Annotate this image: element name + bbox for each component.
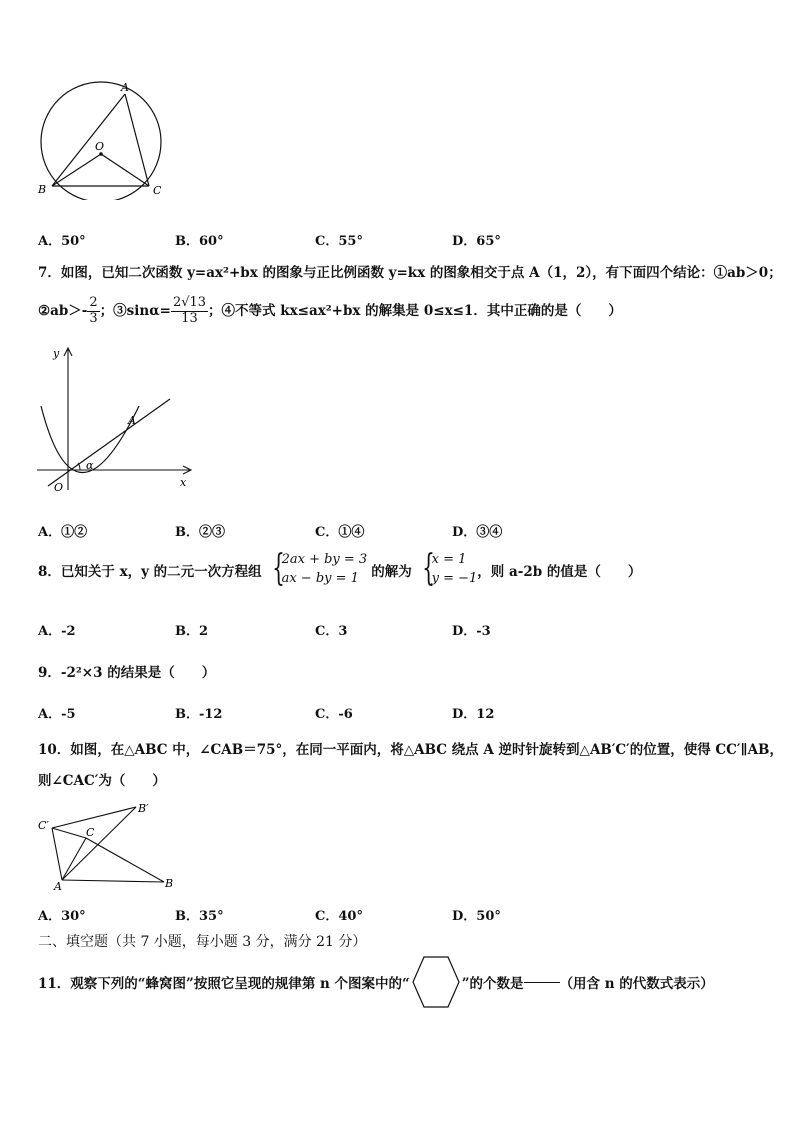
section-heading-fill-blank: 二、填空题（共 7 小题，每小题 3 分，满分 21 分） xyxy=(38,934,367,950)
q7-stem-line1: 7．如图，已知二次函数 y=ax²+bx 的图象与正比例函数 y=kx 的图象相交于点 A（1，2），有下面四个结论：①ab＞0； xyxy=(38,265,782,281)
q7-option-c[interactable]: C．①④ xyxy=(315,525,365,540)
q8-stem: 8．已知关于 x，y 的二元一次方程组 { 2ax + by = 3 ax − by = 1 的解为 { x = 1 y = −1 ，则 a-2b 的值是（ ） xyxy=(38,548,642,589)
q6-circle-figure xyxy=(34,80,184,200)
q9-option-b[interactable]: B．-12 xyxy=(175,707,223,722)
q11-answer-blank[interactable] xyxy=(524,982,560,983)
q6-option-a[interactable]: A．50° xyxy=(38,234,86,249)
q7-stem-line2: ②ab＞- $\frac{2}{3}$ ；③sinα= $\frac{2√13}{13}$ ；④不等式 kx≤ax²+bx 的解集是 0≤x≤1．其中正确的是（ ） xyxy=(38,295,622,326)
svg-text:y: y xyxy=(53,347,60,360)
q7-graph-figure xyxy=(34,342,199,497)
q9-option-d[interactable]: D．12 xyxy=(452,707,495,722)
q11-stem: 11．观察下列的“蜂窝图”按照它呈现的规律第 n 个图案中的“ ”的个数是 （用含 n 的代数式表示） xyxy=(38,955,714,1009)
svg-text:x: x xyxy=(180,476,187,489)
svg-text:A: A xyxy=(54,880,62,893)
svg-text:B′: B′ xyxy=(138,802,149,815)
svg-text:B: B xyxy=(38,183,47,196)
q7-option-d[interactable]: D．③④ xyxy=(452,525,503,540)
svg-text:C′: C′ xyxy=(38,819,49,832)
q10-option-c[interactable]: C．40° xyxy=(315,909,363,924)
q8-solution-system: { x = 1 y = −1 xyxy=(422,548,478,589)
q8-equation-system: { 2ax + by = 3 ax − by = 1 xyxy=(271,548,368,589)
q9-stem: 9．-2²×3 的结果是（ ） xyxy=(38,665,216,681)
q9-option-a[interactable]: A．-5 xyxy=(38,707,76,722)
q7-option-b[interactable]: B．②③ xyxy=(175,525,225,540)
svg-text:C: C xyxy=(86,826,95,839)
q7-fraction-two-thirds: $\frac{2}{3}$ xyxy=(89,295,98,326)
svg-text:O: O xyxy=(95,140,105,153)
hexagon-icon xyxy=(411,955,461,1009)
q7-option-a[interactable]: A．①② xyxy=(38,525,88,540)
q10-stem-line1: 10．如图，在△ABC 中，∠CAB＝75°，在同一平面内，将△ABC 绕点 A 逆时针旋转到△AB′C′的位置，使得 CC′∥AB， xyxy=(38,742,783,758)
q8-option-b[interactable]: B．2 xyxy=(175,624,209,639)
q6-option-b[interactable]: B．60° xyxy=(175,234,224,249)
svg-text:C: C xyxy=(153,184,162,197)
q10-option-a[interactable]: A．30° xyxy=(38,909,86,924)
q10-rotation-figure xyxy=(34,798,184,894)
svg-text:B: B xyxy=(165,877,174,890)
q7-fraction-sin: $\frac{2√13}{13}$ xyxy=(172,295,207,326)
svg-text:A: A xyxy=(128,414,136,427)
q8-option-a[interactable]: A．-2 xyxy=(38,624,76,639)
q6-option-d[interactable]: D．65° xyxy=(452,234,501,249)
q8-option-c[interactable]: C．3 xyxy=(315,624,348,639)
svg-text:A: A xyxy=(121,81,129,94)
svg-text:O: O xyxy=(54,481,64,494)
q10-stem-line2: 则∠CAC′为（ ） xyxy=(38,773,166,789)
q9-option-c[interactable]: C．-6 xyxy=(315,707,353,722)
q10-option-d[interactable]: D．50° xyxy=(452,909,501,924)
q8-option-d[interactable]: D．-3 xyxy=(452,624,491,639)
q6-option-c[interactable]: C．55° xyxy=(315,234,363,249)
q10-option-b[interactable]: B．35° xyxy=(175,909,224,924)
svg-text:α: α xyxy=(86,459,94,472)
